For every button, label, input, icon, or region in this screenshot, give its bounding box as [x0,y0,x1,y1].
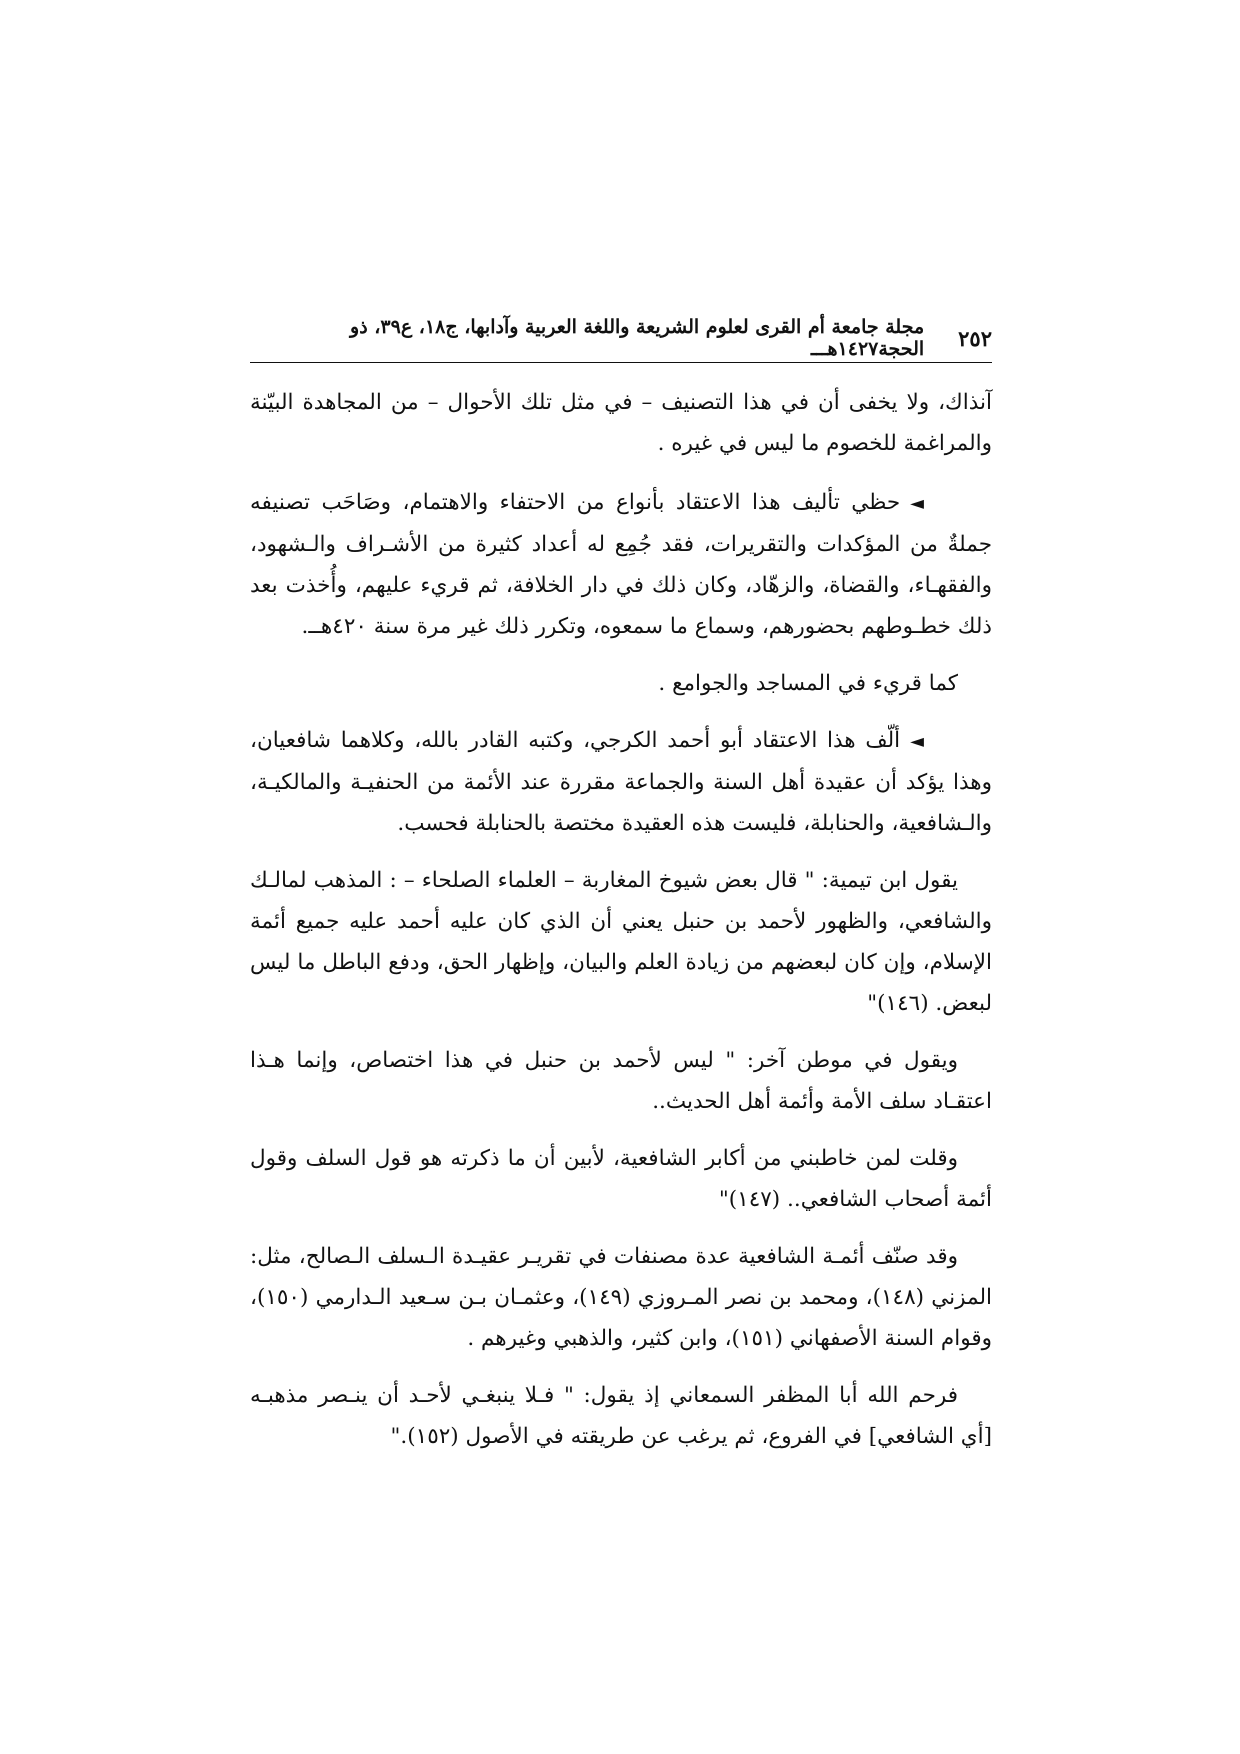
paragraph-text: يقول ابن تيمية: " قال بعض شيوخ المغاربة – العلماء الصلحاء – : المذهب لمالـك والشافعي، والظهور لأحمد بن حنبل يعني أن الذي كان عليه أحمد عليه جميع أئمة الإسلام، وإن كان لبعضهم من زيادة العلم والبيان، وإظهار الحق، ودفع الباطل ما ليس لبعض. (١٤٦)" [250,868,992,1016]
paragraph-text: ويقول في موطن آخر: " ليس لأحمد بن حنبل في هذا اختصاص، وإنما هـذا اعتقـاد سلف الأمة وأئمة أهل الحديث.. [250,1048,992,1114]
journal-title: مجلة جامعة أم القرى لعلوم الشريعة واللغة العربية وآدابها، ج١٨، ع٣٩، ذو الحجة١٤٢٧هـــ [350,316,925,360]
paragraph [250,860,992,1024]
paragraph-text: حظي تأليف هذا الاعتقاد بأنواع من الاحتفاء والاهتمام، وصَاحَب تصنيفه جملةٌ من المؤكدات والتقريرات، فقد جُمِع له أعداد كثيرة من الأشـراف والـشهود، والفقهـاء، والقضاة، والزهّاد، وكان ذلك في دار الخلافة، ثم قريء عليهم، وأُخذت بعد ذلك خطـوطهم بحضورهم، وسماع ما سمعوه، وتكرر ذلك غير مرة سنة ٤٢٠هــ. [250,490,992,639]
running-header [250,318,992,358]
paragraph-text: ألّف هذا الاعتقاد أبو أحمد الكرجي، وكتبه القادر بالله، وكلاهما شافعيان، وهذا يؤكد أن عقيدة أهل السنة والجماعة مقررة عند الأئمة من الحنفيـة والمالكيـة، والـشافعية، والحنابلة، فليست هذه العقيدة مختصة بالحنابلة فحسب. [250,728,992,836]
paragraph [250,663,992,704]
paragraph-text: فرحم الله أبا المظفر السمعاني إذ يقول: " فـلا ينبغـي لأحـد أن ينـصر مذهبـه [أي الشافعي] في الفروع، ثم يرغب عن طريقته في الأصول (١٥٢)." [250,1383,992,1449]
bullet-paragraph [250,482,992,647]
paragraph [250,1040,992,1122]
paragraph-text: كما قريء في المساجد والجوامع . [658,671,958,696]
page-number: ٢٥٢ [958,325,992,351]
header-divider [250,362,992,363]
paragraph-text: وقلت لمن خاطبني من أكابر الشافعية، لأبين أن ما ذكرته هو قول السلف وقول أئمة أصحاب الشافعي.. (١٤٧)" [250,1146,992,1212]
paragraph [250,382,992,464]
paragraph [250,1375,992,1457]
bullet-arrow-icon: ◄ [910,493,924,514]
paragraph-text: وقد صنّف أئمـة الشافعية عدة مصنفات في تقريـر عقيـدة الـسلف الـصالح، مثل: المزني (١٤٨)، ومحمد بن نصر المـروزي (١٤٩)، وعثمـان بـن سـعيد الـدارمي (١٥٠)، وقوام السنة الأصفهاني (١٥١)، وابن كثير، والذهبي وغيرهم . [250,1244,992,1351]
paragraph [250,1138,992,1220]
bullet-arrow-icon: ◄ [910,731,924,752]
paragraph-text: آنذاك، ولا يخفى أن في هذا التصنيف – في مثل تلك الأحوال – من المجاهدة البيّنة والمراغمة للخصوم ما ليس في غيره . [250,390,992,456]
paragraph [250,1236,992,1359]
bullet-paragraph [250,720,992,844]
body-text [250,382,992,1473]
